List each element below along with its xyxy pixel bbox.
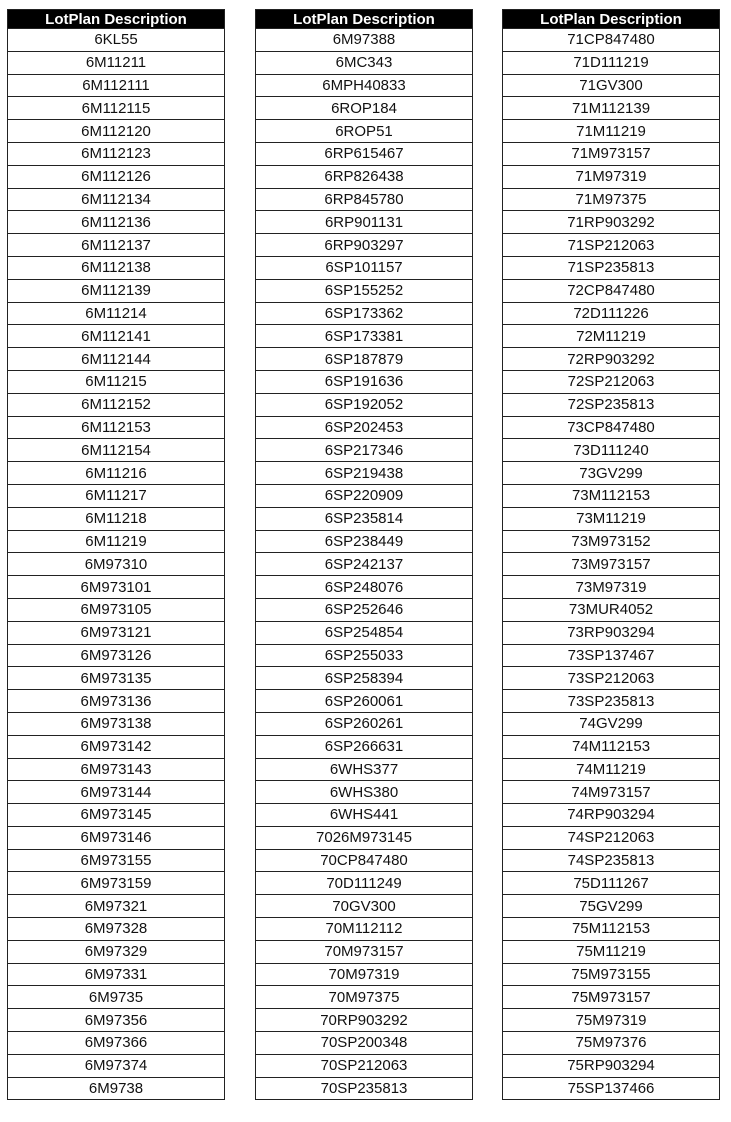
lotplan-cell: 6SP155252	[256, 279, 473, 302]
lotplan-cell: 6M97388	[256, 29, 473, 52]
table-row	[8, 826, 225, 849]
table-row	[8, 51, 225, 74]
header-row	[256, 10, 473, 29]
table-row	[503, 895, 720, 918]
table-row	[503, 302, 720, 325]
lotplan-cell: 6SP258394	[256, 667, 473, 690]
table-row	[256, 234, 473, 257]
table-row	[256, 598, 473, 621]
lotplan-cell: 6SP255033	[256, 644, 473, 667]
lotplan-cell: 6M11216	[8, 462, 225, 485]
lotplan-cell: 70D111249	[256, 872, 473, 895]
lotplan-cell: 6SP217346	[256, 439, 473, 462]
lotplan-cell: 6M112136	[8, 211, 225, 234]
table-row	[256, 188, 473, 211]
table-row	[256, 530, 473, 553]
lotplan-cell: 6M112153	[8, 416, 225, 439]
lotplan-cell: 6M112123	[8, 142, 225, 165]
lotplan-cell: 6M973144	[8, 781, 225, 804]
lotplan-cell: 6M973146	[8, 826, 225, 849]
table-row	[503, 120, 720, 143]
table-row	[8, 325, 225, 348]
lotplan-cell: 6M973135	[8, 667, 225, 690]
lotplan-cell: 6M11214	[8, 302, 225, 325]
lotplan-cell: 6M973142	[8, 735, 225, 758]
lotplan-cell: 74SP235813	[503, 849, 720, 872]
lotplan-cell: 74M112153	[503, 735, 720, 758]
table-row	[503, 1009, 720, 1032]
lotplan-cell: 70M973157	[256, 940, 473, 963]
lotplan-cell: 75M97376	[503, 1032, 720, 1055]
table-row	[503, 462, 720, 485]
lotplan-cell: 6SP254854	[256, 621, 473, 644]
table-row	[8, 1009, 225, 1032]
table-row	[8, 97, 225, 120]
lotplan-cell: 71SP212063	[503, 234, 720, 257]
table-row	[503, 507, 720, 530]
lotplan-cell: 6M112134	[8, 188, 225, 211]
table-row	[8, 621, 225, 644]
lotplan-cell: 6SP252646	[256, 598, 473, 621]
table-row	[8, 416, 225, 439]
lotplan-cell: 74SP212063	[503, 826, 720, 849]
table-row	[256, 826, 473, 849]
lotplan-cell: 6SP191636	[256, 370, 473, 393]
column-header: LotPlan Description	[256, 10, 473, 29]
lotplan-cell: 73SP235813	[503, 690, 720, 713]
table-row	[256, 165, 473, 188]
lotplan-cell: 6M97356	[8, 1009, 225, 1032]
lotplan-cell: 6M112115	[8, 97, 225, 120]
lotplan-cell: 6M973138	[8, 712, 225, 735]
table-row	[256, 416, 473, 439]
lotplan-cell: 74M11219	[503, 758, 720, 781]
table-row	[503, 804, 720, 827]
lotplan-cell: 6RP845780	[256, 188, 473, 211]
table-row	[8, 667, 225, 690]
table-row	[503, 1032, 720, 1055]
table-row	[256, 1032, 473, 1055]
lotplan-cell: 75M112153	[503, 918, 720, 941]
table-row	[8, 804, 225, 827]
table-row	[8, 439, 225, 462]
table-row	[8, 484, 225, 507]
table-row	[8, 918, 225, 941]
table-row	[256, 51, 473, 74]
lotplan-cell: 73SP137467	[503, 644, 720, 667]
lotplan-cell: 6M112111	[8, 74, 225, 97]
table-row	[503, 256, 720, 279]
lotplan-cell: 6M973155	[8, 849, 225, 872]
table-row	[8, 872, 225, 895]
table-row	[503, 667, 720, 690]
lotplan-cell: 6MC343	[256, 51, 473, 74]
table-row	[256, 97, 473, 120]
lotplan-cell: 6M11219	[8, 530, 225, 553]
lotplan-cell: 6SP202453	[256, 416, 473, 439]
table-row	[256, 621, 473, 644]
lotplan-cell: 72CP847480	[503, 279, 720, 302]
table-row	[503, 598, 720, 621]
table-row	[503, 553, 720, 576]
table-row	[8, 74, 225, 97]
lotplan-cell: 74M973157	[503, 781, 720, 804]
lotplan-cell: 72SP235813	[503, 393, 720, 416]
lotplan-cell: 6M973143	[8, 758, 225, 781]
table-row	[256, 211, 473, 234]
table-row	[8, 120, 225, 143]
lotplan-cell: 6WHS380	[256, 781, 473, 804]
table-row	[256, 462, 473, 485]
table-row	[256, 1009, 473, 1032]
table-row	[503, 29, 720, 52]
lotplan-cell: 6M112141	[8, 325, 225, 348]
lotplan-cell: 71M973157	[503, 142, 720, 165]
table-row	[8, 393, 225, 416]
table-row	[256, 576, 473, 599]
table-row	[8, 348, 225, 371]
table-row	[503, 644, 720, 667]
lotplan-cell: 75GV299	[503, 895, 720, 918]
lotplan-cell: 6WHS377	[256, 758, 473, 781]
table-row	[256, 553, 473, 576]
table-row	[8, 462, 225, 485]
lotplan-cell: 6M112138	[8, 256, 225, 279]
table-row	[256, 849, 473, 872]
table-row	[503, 576, 720, 599]
table-row	[503, 279, 720, 302]
table-row	[256, 690, 473, 713]
table-row	[256, 895, 473, 918]
table-row	[256, 302, 473, 325]
header-row	[503, 10, 720, 29]
lotplan-cell: 75M973157	[503, 986, 720, 1009]
table-row	[503, 1077, 720, 1100]
header-row	[8, 10, 225, 29]
lotplan-cell: 70M112112	[256, 918, 473, 941]
lotplan-cell: 70SP200348	[256, 1032, 473, 1055]
lotplan-cell: 6M97331	[8, 963, 225, 986]
lotplan-table-1	[7, 9, 225, 1100]
table-row	[256, 507, 473, 530]
lotplan-table-3	[502, 9, 720, 1100]
table-row	[503, 986, 720, 1009]
lotplan-cell: 6M112154	[8, 439, 225, 462]
lotplan-cell: 6SP101157	[256, 256, 473, 279]
table-row	[8, 553, 225, 576]
table-row	[256, 484, 473, 507]
table-row	[8, 142, 225, 165]
lotplan-cell: 70GV300	[256, 895, 473, 918]
lotplan-table-2	[255, 9, 473, 1100]
lotplan-cell: 6M11215	[8, 370, 225, 393]
lotplan-cell: 73RP903294	[503, 621, 720, 644]
table-row	[256, 393, 473, 416]
lotplan-cell: 6M112144	[8, 348, 225, 371]
table-row	[8, 234, 225, 257]
lotplan-cell: 6RP615467	[256, 142, 473, 165]
table-row	[256, 986, 473, 1009]
table-row	[503, 735, 720, 758]
lotplan-cell: 6M973136	[8, 690, 225, 713]
lotplan-cell: 70SP212063	[256, 1054, 473, 1077]
column-header: LotPlan Description	[503, 10, 720, 29]
lotplan-cell: 75RP903294	[503, 1054, 720, 1077]
lotplan-cell: 6M973101	[8, 576, 225, 599]
table-row	[8, 963, 225, 986]
lotplan-cell: 6M112152	[8, 393, 225, 416]
lotplan-cell: 6SP219438	[256, 462, 473, 485]
table-row	[503, 1054, 720, 1077]
table-row	[503, 393, 720, 416]
table-row	[8, 256, 225, 279]
lotplan-cell: 71M97319	[503, 165, 720, 188]
table-row	[256, 348, 473, 371]
lotplan-cell: 6RP901131	[256, 211, 473, 234]
lotplan-cell: 75M973155	[503, 963, 720, 986]
lotplan-cell: 71M97375	[503, 188, 720, 211]
table-row	[256, 940, 473, 963]
lotplan-cell: 70CP847480	[256, 849, 473, 872]
table-row	[256, 963, 473, 986]
lotplan-cell: 6SP260061	[256, 690, 473, 713]
table-row	[503, 51, 720, 74]
lotplan-cell: 73M973157	[503, 553, 720, 576]
lotplan-cell: 75SP137466	[503, 1077, 720, 1100]
lotplan-cell: 6M973105	[8, 598, 225, 621]
lotplan-cell: 73D111240	[503, 439, 720, 462]
lotplan-cell: 6M97374	[8, 1054, 225, 1077]
table-row	[256, 1054, 473, 1077]
lotplan-cell: 70RP903292	[256, 1009, 473, 1032]
lotplan-cell: 75D111267	[503, 872, 720, 895]
table-row	[503, 142, 720, 165]
lotplan-cell: 6ROP184	[256, 97, 473, 120]
lotplan-cell: 75M97319	[503, 1009, 720, 1032]
lotplan-cell: 73CP847480	[503, 416, 720, 439]
table-row	[8, 895, 225, 918]
table-row	[256, 370, 473, 393]
lotplan-cell: 74RP903294	[503, 804, 720, 827]
lotplan-cell: 6M97329	[8, 940, 225, 963]
table-row	[8, 188, 225, 211]
table-row	[8, 1032, 225, 1055]
lotplan-cell: 73M112153	[503, 484, 720, 507]
table-row	[503, 758, 720, 781]
table-row	[503, 530, 720, 553]
lotplan-cell: 6M97328	[8, 918, 225, 941]
lotplan-cell: 6SP173381	[256, 325, 473, 348]
table-row	[503, 234, 720, 257]
table-row	[8, 644, 225, 667]
table-row	[256, 256, 473, 279]
lotplan-cell: 6SP266631	[256, 735, 473, 758]
table-row	[503, 690, 720, 713]
table-row	[503, 712, 720, 735]
table-row	[8, 576, 225, 599]
lotplan-cell: 70SP235813	[256, 1077, 473, 1100]
table-row	[256, 781, 473, 804]
table-row	[256, 74, 473, 97]
lotplan-cell: 6M9738	[8, 1077, 225, 1100]
table-row	[503, 872, 720, 895]
table-row	[8, 370, 225, 393]
table-row	[8, 940, 225, 963]
table-row	[503, 348, 720, 371]
table-row	[8, 165, 225, 188]
lotplan-cell: 6RP826438	[256, 165, 473, 188]
table-row	[256, 758, 473, 781]
table-row	[8, 1054, 225, 1077]
table-row	[503, 325, 720, 348]
table-row	[8, 507, 225, 530]
lotplan-cell: 70M97319	[256, 963, 473, 986]
lotplan-cell: 6M973145	[8, 804, 225, 827]
table-row	[503, 416, 720, 439]
table-row	[503, 781, 720, 804]
lotplan-cell: 75M11219	[503, 940, 720, 963]
table-row	[503, 826, 720, 849]
table-row	[8, 781, 225, 804]
lotplan-cell: 72M11219	[503, 325, 720, 348]
table-row	[8, 29, 225, 52]
lotplan-cell: 6SP220909	[256, 484, 473, 507]
table-row	[8, 279, 225, 302]
lotplan-cell: 74GV299	[503, 712, 720, 735]
lotplan-cell: 6M973159	[8, 872, 225, 895]
lotplan-cell: 6M97366	[8, 1032, 225, 1055]
table-row	[8, 302, 225, 325]
lotplan-cell: 6ROP51	[256, 120, 473, 143]
lotplan-cell: 73M97319	[503, 576, 720, 599]
lotplan-cell: 73M973152	[503, 530, 720, 553]
table-row	[503, 165, 720, 188]
lotplan-cell: 6M11211	[8, 51, 225, 74]
lotplan-cell: 6SP248076	[256, 576, 473, 599]
table-row	[8, 211, 225, 234]
table-row	[8, 986, 225, 1009]
lotplan-cell: 6M112120	[8, 120, 225, 143]
lotplan-cell: 72D111226	[503, 302, 720, 325]
lotplan-cell: 6WHS441	[256, 804, 473, 827]
table-row	[256, 142, 473, 165]
table-row	[8, 849, 225, 872]
table-row	[8, 1077, 225, 1100]
lotplan-cell: 6SP235814	[256, 507, 473, 530]
lotplan-cell: 6M973121	[8, 621, 225, 644]
lotplan-cell: 6SP192052	[256, 393, 473, 416]
table-row	[8, 598, 225, 621]
table-row	[8, 690, 225, 713]
table-row	[503, 621, 720, 644]
lotplan-cell: 71M112139	[503, 97, 720, 120]
table-row	[8, 530, 225, 553]
lotplan-cell: 71D111219	[503, 51, 720, 74]
lotplan-cell: 71RP903292	[503, 211, 720, 234]
lotplan-cell: 6M9735	[8, 986, 225, 1009]
lotplan-cell: 6KL55	[8, 29, 225, 52]
lotplan-cell: 71CP847480	[503, 29, 720, 52]
table-row	[503, 940, 720, 963]
table-row	[256, 918, 473, 941]
table-row	[503, 963, 720, 986]
table-row	[256, 872, 473, 895]
lotplan-cell: 6SP187879	[256, 348, 473, 371]
lotplan-cell: 6SP238449	[256, 530, 473, 553]
table-row	[256, 712, 473, 735]
lotplan-cell: 72SP212063	[503, 370, 720, 393]
table-row	[503, 97, 720, 120]
lotplan-cell: 73SP212063	[503, 667, 720, 690]
lotplan-cell: 6M112139	[8, 279, 225, 302]
lotplan-cell: 71GV300	[503, 74, 720, 97]
table-row	[503, 439, 720, 462]
lotplan-cell: 6MPH40833	[256, 74, 473, 97]
lotplan-cell: 70M97375	[256, 986, 473, 1009]
table-row	[256, 439, 473, 462]
table-row	[256, 325, 473, 348]
table-row	[8, 735, 225, 758]
table-row	[8, 712, 225, 735]
table-row	[503, 918, 720, 941]
table-row	[503, 188, 720, 211]
table-row	[503, 74, 720, 97]
lotplan-cell: 6M11217	[8, 484, 225, 507]
lotplan-cell: 6SP242137	[256, 553, 473, 576]
table-row	[256, 804, 473, 827]
lotplan-cell: 71M11219	[503, 120, 720, 143]
table-row	[256, 644, 473, 667]
lotplan-cell: 73M11219	[503, 507, 720, 530]
table-row	[256, 1077, 473, 1100]
lotplan-cell: 6M112137	[8, 234, 225, 257]
table-row	[503, 370, 720, 393]
lotplan-cell: 7026M973145	[256, 826, 473, 849]
lotplan-cell: 6M97310	[8, 553, 225, 576]
lotplan-cell: 73GV299	[503, 462, 720, 485]
lotplan-cell: 6M97321	[8, 895, 225, 918]
table-row	[8, 758, 225, 781]
lotplan-cell: 6RP903297	[256, 234, 473, 257]
table-row	[503, 211, 720, 234]
lotplan-cell: 6M973126	[8, 644, 225, 667]
table-row	[503, 849, 720, 872]
table-row	[256, 279, 473, 302]
lotplan-cell: 72RP903292	[503, 348, 720, 371]
table-row	[256, 120, 473, 143]
table-row	[256, 667, 473, 690]
column-header: LotPlan Description	[8, 10, 225, 29]
lotplan-cell: 71SP235813	[503, 256, 720, 279]
lotplan-cell: 73MUR4052	[503, 598, 720, 621]
table-row	[503, 484, 720, 507]
table-row	[256, 735, 473, 758]
lotplan-cell: 6M112126	[8, 165, 225, 188]
lotplan-cell: 6SP260261	[256, 712, 473, 735]
lotplan-cell: 6M11218	[8, 507, 225, 530]
lotplan-cell: 6SP173362	[256, 302, 473, 325]
table-row	[256, 29, 473, 52]
